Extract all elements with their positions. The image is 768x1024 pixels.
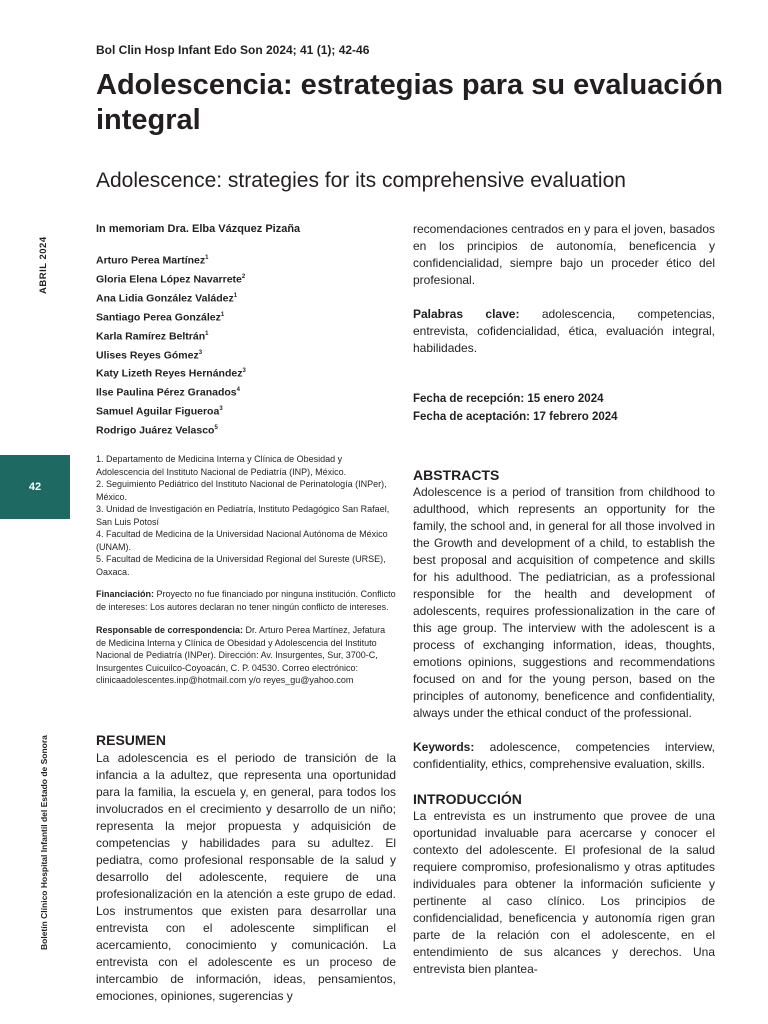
side-date (36, 230, 56, 300)
page-number: 42 (28, 481, 42, 493)
author: Ana Lidia González Valádez$^1$ (96, 292, 238, 305)
affiliation: 1. Departamento de Medicina Interna y Clínica de Obesidad y Adolescencia del Instituto Nacional de Pediatría (INP), México. (96, 454, 347, 477)
page-number-tab (0, 455, 70, 519)
author: Karla Ramírez Beltrán$^1$ (96, 330, 209, 343)
palabras-clave: Palabras clave: adolescencia, competencias, entrevista, cofidencialidad, ética, evaluación integral, habilidades. (413, 307, 715, 355)
affiliation-list (96, 453, 396, 578)
side-journal-text: Boletín Clínico Hospital Infantil del Estado de Sonora (39, 735, 49, 950)
resumen-continuation: recomendaciones centrados en y para el joven, basados en los principios de autonomía, beneficencia y confidencialidad, siempre bajo un proceder ético del profesional. (413, 222, 715, 287)
accepted-date: Fecha de aceptación: 17 febrero 2024 (413, 411, 618, 423)
right-column (413, 221, 715, 978)
author: Rodrigo Juárez Velasco$^5$ (96, 424, 218, 437)
author: Arturo Perea Martínez$^1$ (96, 254, 209, 267)
resumen-heading: RESUMEN (96, 732, 167, 748)
author-list (96, 250, 396, 439)
author: Gloria Elena López Navarrete$^2$ (96, 273, 246, 286)
side-journal (36, 700, 56, 950)
affiliation: 3. Unidad de Investigación en Pediatría, Instituto Pedagógico San Rafael, San Luis Potosí (96, 504, 390, 527)
memoriam: In memoriam Dra. Elba Vázquez Pizaña (96, 223, 301, 235)
author: Ulises Reyes Gómez$^3$ (96, 349, 203, 362)
resumen-text: La adolescencia es el periodo de transición de la infancia a la adultez, que representa una oportunidad para la familia, la escuela y, en general, para todos los involucrados en el crecimiento y desarrollo de un niño; representa la mejor propuesta y adquisición de competencias y habilidades para su adultez. El pediatra, como profesional responsable de la salud y desarrollo del adolescente, requiere de una profesionalización en la atención a este grupo de edad. Los instrumentos que existen para desarrollar una entrevista con el adolescente simplifican el acercamiento, conocimiento y comunicación. La entrevista con el adolescente es un proceso de intercambio de información, ideas, pensamientos, emociones, opiniones, sugerencias y (96, 751, 396, 1003)
received-date: Fecha de recepción: 15 enero 2024 (413, 393, 604, 405)
author: Katy Lizeth Reyes Hernández$^3$ (96, 367, 246, 380)
affiliation: 5. Facultad de Medicina de la Universidad Regional del Sureste (URSE), Oaxaca. (96, 554, 386, 577)
title-en: Adolescence: strategies for its comprehensive evaluation (96, 169, 626, 192)
author: Santiago Perea González$^1$ (96, 311, 225, 324)
introduccion-heading: INTRODUCCIÓN (413, 791, 522, 807)
keywords: Keywords: adolescence, competencies interview, confidentiality, ethics, comprehensive evaluation, skills. (413, 740, 715, 771)
side-date-text: ABRIL 2024 (38, 236, 49, 294)
abstract-heading: ABSTRACTS (413, 467, 500, 483)
affiliation: 2. Seguimiento Pediátrico del Instituto Nacional de Perinatología (INPer), México. (96, 479, 387, 502)
author: Ilse Paulina Pérez Granados$^4$ (96, 386, 240, 399)
funding-note: Financiación: Proyecto no fue financiado por ninguna institución. Conflicto de intereses: Los autores declaran no tener ningún conflicto de intereses. (96, 589, 396, 612)
citation: Bol Clin Hosp Infant Edo Son 2024; 41 (1); 42-46 (96, 43, 370, 57)
affiliation: 4. Facultad de Medicina de la Universidad Nacional Autónoma de México (UNAM). (96, 529, 388, 552)
left-column (96, 223, 396, 1003)
abstract-text: Adolescence is a period of transition from childhood to adulthood, which represents an opportunity for the family, the school and, in general for all those involved in the Growth and development of a child, to establish the best proposal and acquisition of competence and skills for his adulthood. The pediatrician, as a professional responsible for the health and development of adolescents, requires professionalization in the care of this age group. The interview with the adolescent is a process of exchanging information, ideas, thoughts, emotions opinions, suggestions and recommendations focused on and for the young person, based on the principles of autonomy, beneficence and confidentiality, always under the ethical conduct of the professional. (413, 485, 715, 720)
introduccion-text: La entrevista es un instrumento que provee de una oportunidad invaluable para acercarse y conocer el contexto del adolescente. El profesional de la salud requiere compromiso, profesionalismo y otras aptitudes individuales para obtener la información suficiente y pertinente al caso clínico. Los principios de confidencialidad, beneficencia y autonomía rigen gran parte de la relación con el adolescente, en el entendimiento de sus alcances y derechos. Una entrevista bien plantea- (413, 809, 715, 976)
dates-block (413, 390, 715, 426)
author: Samuel Aguilar Figueroa$^3$ (96, 405, 223, 418)
title-es: Adolescencia: estrategias para su evaluación integral (96, 69, 723, 136)
correspondence-note: Responsable de correspondencia: Dr. Arturo Perea Martínez, Jefatura de Medicina Interna y Clínica de Obesidad y Adolescencia del Instituto Nacional de Pediatría (INPer). Dirección: Av. Insurgentes, Sur, 3700-C, Insurgentes Cuicuilco-Coyoacán, C. P. 04530. Correo electrónico: clinicaadolescentes.inp@hotmail.com y/o reyes_gu@yahoo.com (96, 625, 386, 686)
